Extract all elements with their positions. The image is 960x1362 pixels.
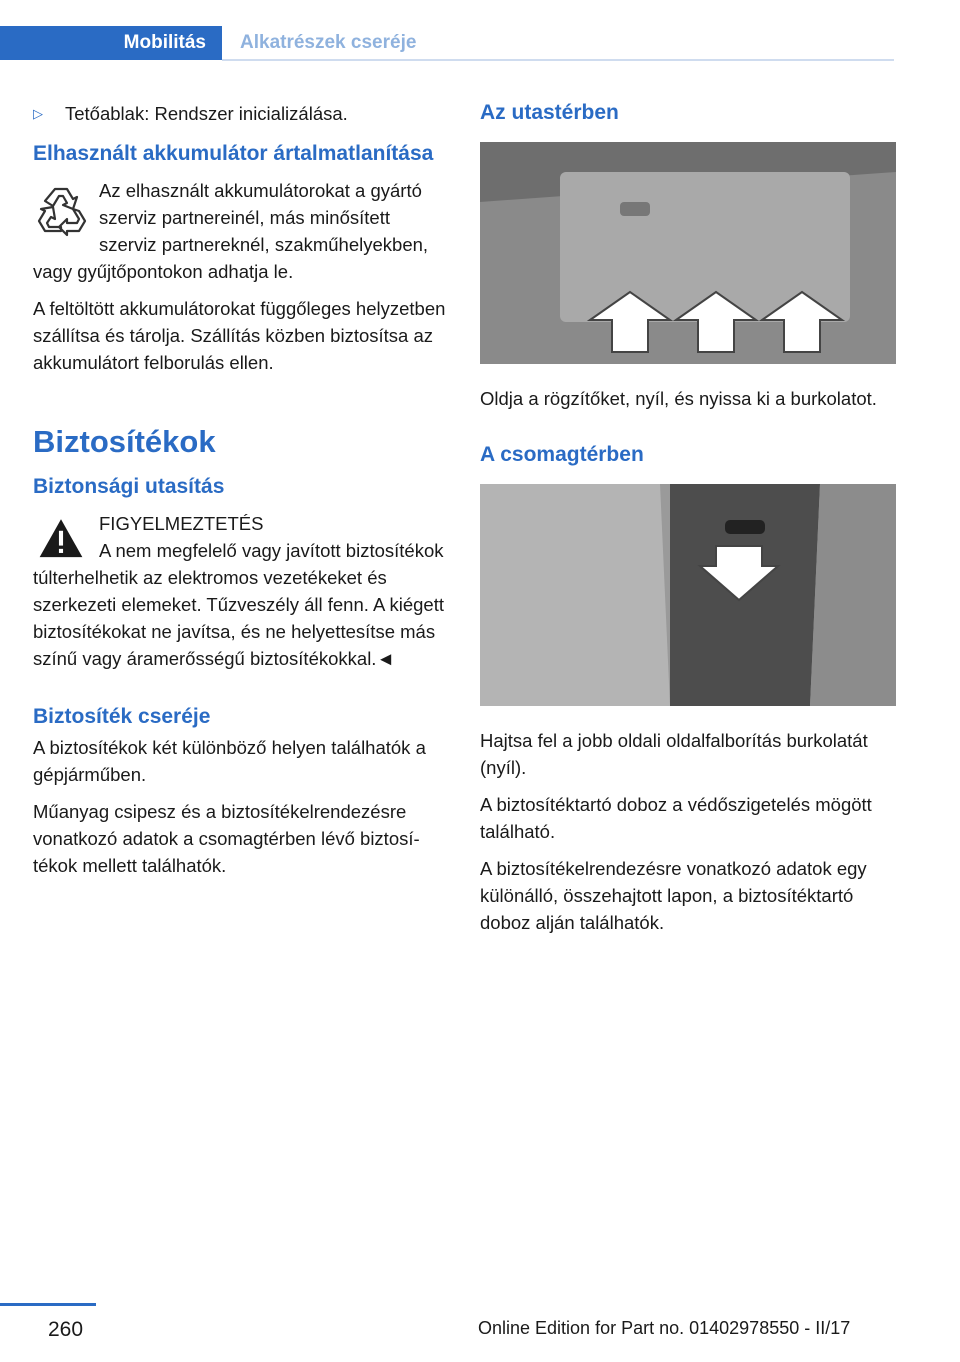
section-tab-mobilitas[interactable]: Mobilitás [0, 26, 222, 60]
replace-p2: Műanyag csipesz és a biztosítékelrendezésre vonatkozó adatok a csomagtérben lévő biztosítékok mellett találhatók. [33, 801, 420, 876]
fuses-heading: Biztosítékok [33, 424, 216, 459]
trunk-photo [480, 484, 896, 706]
battery-heading: Elhasznált akkumulátor ártalmatlanítása [33, 142, 434, 165]
recycle-icon [33, 181, 89, 237]
replace-p1: A biztosítékok két különböző helyen találhatók a gépjárműben. [33, 737, 426, 785]
right-column [480, 100, 896, 946]
list-item [33, 100, 448, 127]
battery-p1: Az elhasznált akkumulátorokat a gyártó szerviz partnereinél, más minősített szerviz partnereknél, szakműhelyekben, vagy gyűjtőpontokon adhatja le. [33, 180, 429, 282]
interior-heading: Az utastérben [480, 101, 619, 124]
trunk-text: Hajtsa fel a jobb oldali oldalfalborítás burkolatát (nyíl). [480, 730, 868, 778]
footer-edition: Online Edition for Part no. 01402978550 - II/17 [478, 1318, 851, 1338]
left-column [33, 100, 448, 889]
warning-title: FIGYELMEZTETÉS [99, 513, 264, 534]
replace-heading: Biztosíték cseréje [33, 705, 211, 728]
battery-p2: A feltöltött akkumulátorokat függőleges helyzetben szállítsa és tárolja. Szállítás közben biztosítsa az akkumulátort felborulás ellen. [33, 298, 446, 373]
trunk-heading: A csomagtérben [480, 443, 644, 466]
battery-disposal-block [33, 177, 448, 295]
warning-block [33, 510, 448, 682]
triangle-right-icon: ▷ [33, 106, 43, 121]
trunk-p3: A biztosítékelrendezésre vonatkozó adatok egy különálló, összehajtott lapon, a biztosítéktartó doboz alján találhatók. [480, 858, 867, 933]
interior-text: Oldja a rögzítőket, nyíl, és nyissa ki a burkolatot. [480, 388, 877, 409]
warning-text: A nem megfelelő vagy javított biztosítékok túlterhelhetik az elektromos vezetékeket és szerkezeti elemeket. Tűzveszély áll fenn. A kiégett biztosítékokat ne javítsa, és ne helyettesítse más színű vagy áramerősségű biztosítékokkal.◄ [33, 540, 444, 669]
header-divider [222, 59, 894, 61]
footer-divider [0, 1303, 96, 1306]
page-number: 260 [48, 1318, 84, 1341]
safety-heading: Biztonsági utasítás [33, 475, 225, 498]
bullet-text: Tetőablak: Rendszer inicializálása. [65, 103, 348, 124]
interior-glovebox-photo [480, 142, 896, 364]
trunk-p2: A biztosítéktartó doboz a védőszigetelés mögött található. [480, 794, 872, 842]
warning-triangle-icon [33, 516, 89, 562]
section-tab-alkatreszek[interactable]: Alkatrészek cseréje [240, 32, 417, 53]
